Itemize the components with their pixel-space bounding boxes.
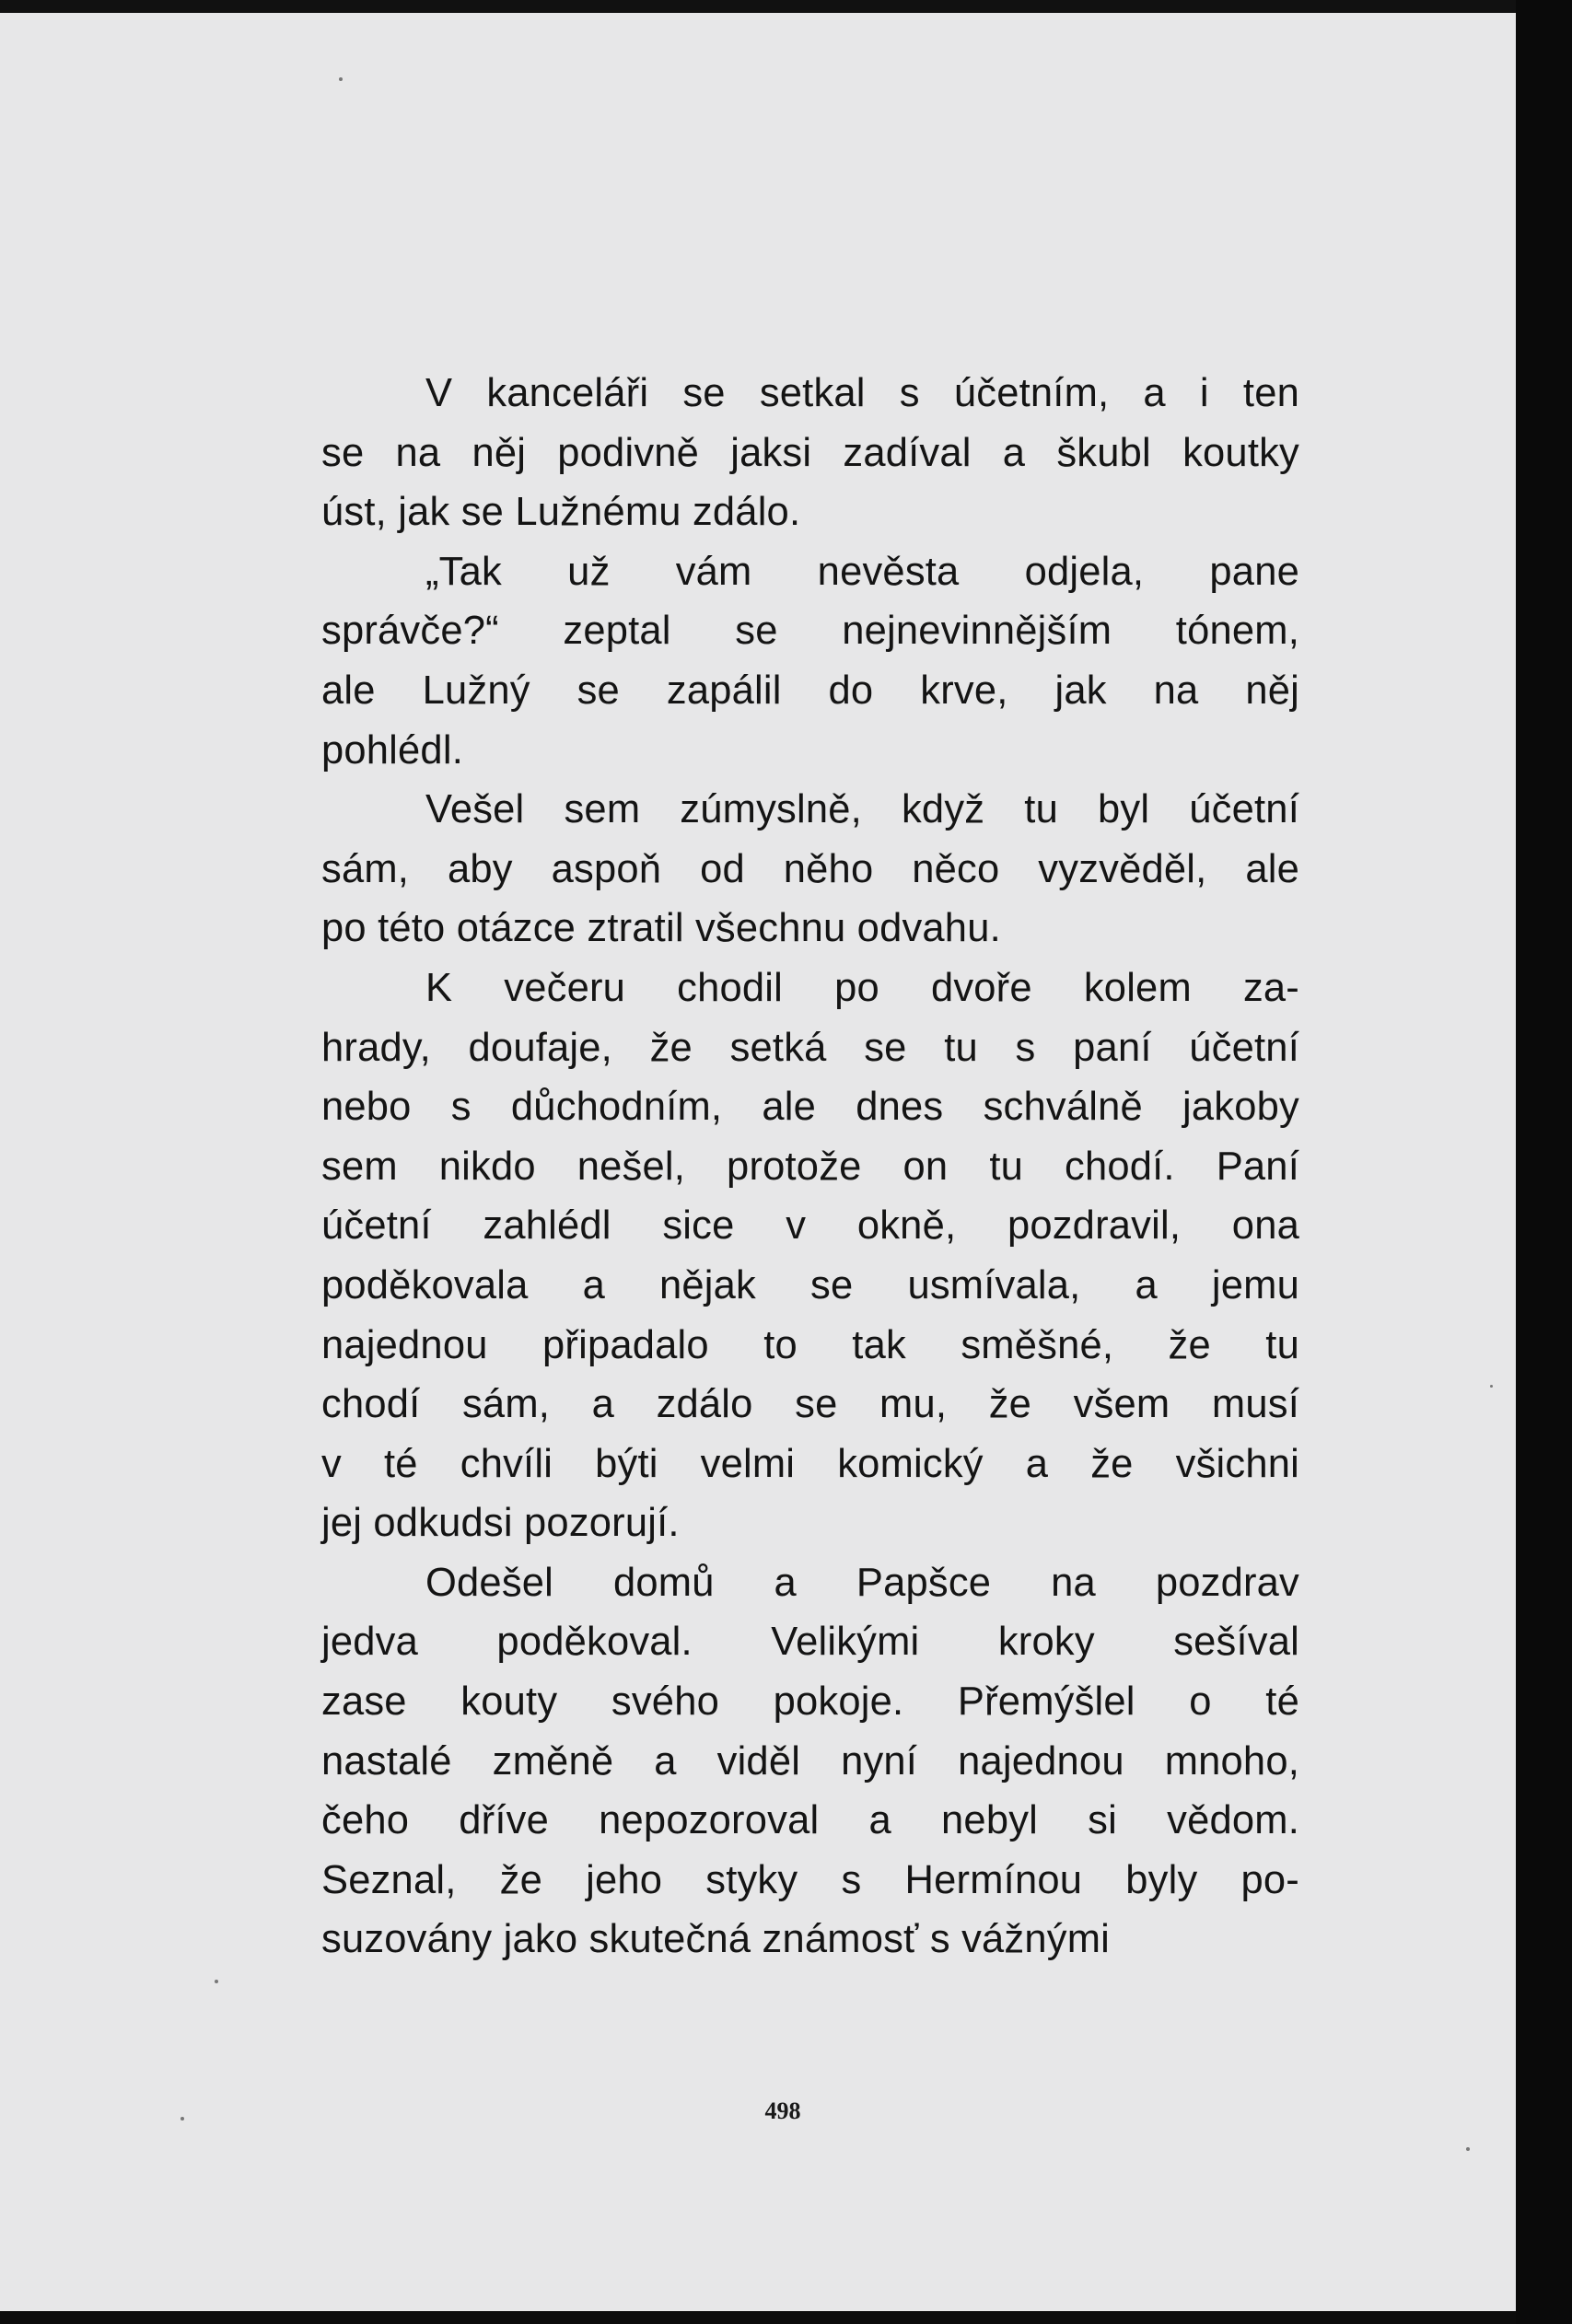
text-line: K večeru chodil po dvoře kolem za-	[425, 965, 1299, 1010]
text-line: sám, aby aspoň od něho něco vyzvěděl, ale	[321, 846, 1299, 891]
text-line: sem nikdo nešel, protože on tu chodí. Paní	[321, 1144, 1299, 1189]
paragraph	[321, 780, 1299, 959]
text-line: Odešel domů a Papšce na pozdrav	[425, 1560, 1299, 1605]
text-line: pohlédl.	[321, 727, 463, 773]
text-line: čeho dříve nepozoroval a nebyl si vědom.	[321, 1798, 1299, 1843]
text-line: ale Lužný se zapálil do krve, jak na něj	[321, 668, 1299, 713]
body-text	[321, 364, 1299, 1970]
scan-speck	[215, 1980, 218, 1983]
text-line: úst, jak se Lužnému zdálo.	[321, 490, 801, 535]
paragraph	[321, 959, 1299, 1553]
text-line: hrady, doufaje, že setká se tu s paní účetní	[321, 1025, 1299, 1070]
text-line: po této otázce ztratil všechnu odvahu.	[321, 906, 1001, 951]
text-line: suzovány jako skutečná známosť s vážnými	[321, 1917, 1111, 1962]
text-line: najednou připadalo to tak směšné, že tu	[321, 1322, 1299, 1367]
paragraph	[321, 364, 1299, 542]
text-line: účetní zahlédl sice v okně, pozdravil, ona	[321, 1203, 1299, 1249]
text-line: správče?“ zeptal se nejnevinnějším tónem,	[321, 609, 1299, 654]
text-line: chodí sám, a zdálo se mu, že všem musí	[321, 1382, 1299, 1427]
text-line: v té chvíli býti velmi komický a že všichni	[321, 1441, 1299, 1486]
paragraph	[321, 1553, 1299, 1970]
text-line: Vešel sem zúmyslně, když tu byl účetní	[425, 787, 1299, 832]
text-line: nastalé změně a viděl nyní najednou mnoho,	[321, 1738, 1299, 1784]
text-line: Seznal, že jeho styky s Hermínou byly po-	[321, 1857, 1299, 1902]
page-number: 498	[764, 2097, 801, 2124]
paragraph	[321, 542, 1299, 780]
text-line: se na něj podivně jaksi zadíval a škubl koutky	[321, 430, 1299, 475]
scan-speck	[1490, 1385, 1493, 1388]
text-line: „Tak už vám nevěsta odjela, pane	[425, 549, 1299, 594]
scan-speck	[180, 2117, 184, 2121]
text-line: jedva poděkoval. Velikými kroky sešíval	[321, 1620, 1299, 1665]
scan-border-right	[1516, 0, 1572, 2324]
scan-speck	[339, 77, 343, 81]
scan-border-top	[0, 0, 1572, 13]
text-line: jej odkudsi pozorují.	[321, 1501, 680, 1546]
text-line: nebo s důchodním, ale dnes schválně jakoby	[321, 1085, 1299, 1130]
text-line: zase kouty svého pokoje. Přemýšlel o té	[321, 1679, 1299, 1725]
scan-speck	[1466, 2147, 1470, 2151]
text-line: V kanceláři se setkal s účetním, a i ten	[425, 371, 1299, 415]
text-line: poděkovala a nějak se usmívala, a jemu	[321, 1262, 1299, 1307]
